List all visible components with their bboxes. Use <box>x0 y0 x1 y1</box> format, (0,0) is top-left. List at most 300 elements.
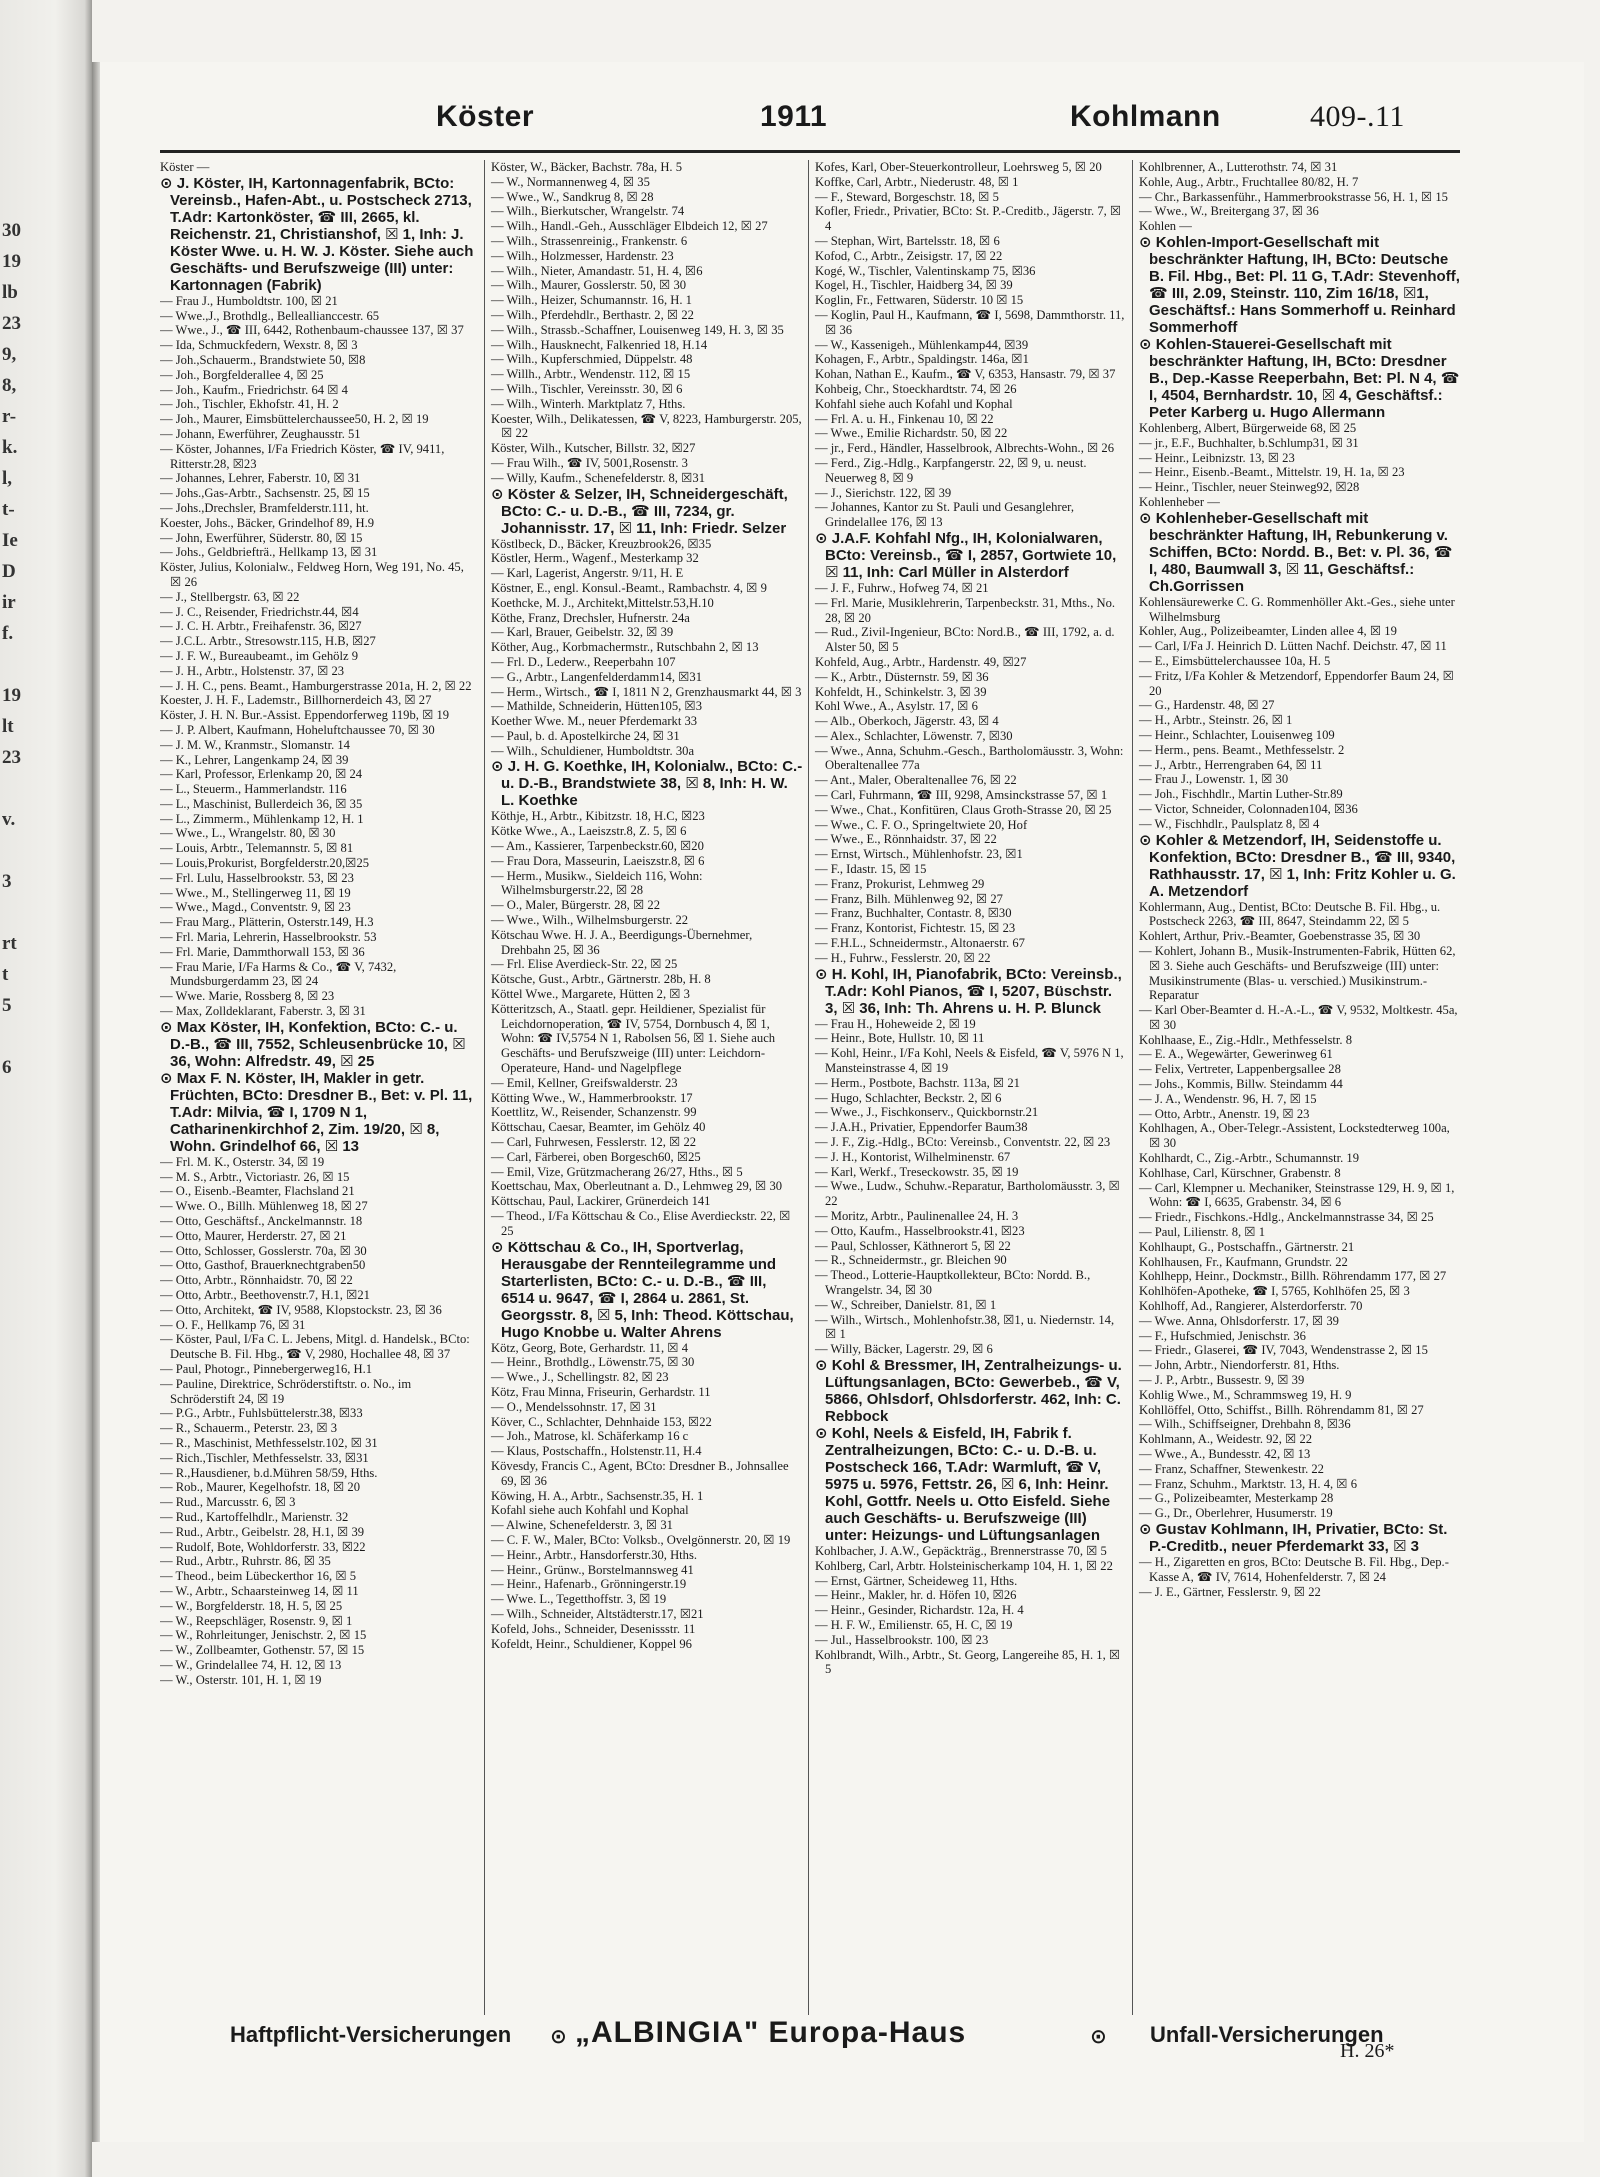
directory-entry: — O., Eisenb.-Beamter, Flachsland 21 <box>160 1184 355 1199</box>
directory-entry: — Willy, Kaufm., Schenefelderstr. 8, ☒31 <box>491 470 705 485</box>
directory-entry: — Wwe., J., ☎ III, 6442, Rothenbaum-chaussee 137, ☒ 37 <box>160 323 464 338</box>
directory-entry: — Alwine, Schenefelderstr. 3, ☒ 31 <box>491 1518 673 1533</box>
directory-entry: — Karl, Werkf., Treseckowstr. 35, ☒ 19 <box>815 1164 1019 1179</box>
header-last-entry: Kohlmann <box>1070 100 1221 133</box>
directory-entry: — Wwe., E., Rönnhaidstr. 37, ☒ 22 <box>815 832 997 847</box>
directory-entry: — H., Arbtr., Steinstr. 26, ☒ 1 <box>1139 713 1293 728</box>
directory-entry: — Wwe. O., Billh. Mühlenweg 18, ☒ 27 <box>160 1199 368 1214</box>
directory-entry: — C. F. W., Maler, BCto: Volksb., Ovelgönnerstr. 20, ☒ 19 <box>491 1532 791 1547</box>
directory-entry: Kohllöffel, Otto, Schiffst., Billh. Röhrendamm 81, ☒ 27 <box>1139 1402 1424 1417</box>
directory-entry: — Wwe., Magd., Conventstr. 9, ☒ 23 <box>160 900 351 915</box>
directory-entry: — Otto, Architekt, ☎ IV, 9588, Klopstockstr. 23, ☒ 36 <box>160 1302 442 1317</box>
directory-entry: — Wwe., C. F. O., Springeltwiete 20, Hof <box>815 817 1028 832</box>
directory-entry: Kohlhausen, Fr., Kaufmann, Grundstr. 22 <box>1139 1254 1348 1269</box>
directory-entry: — Chr., Barkassenführ., Hammerbrookstrasse 56, H. 1, ☒ 15 <box>1139 189 1448 204</box>
directory-entry: — Wwe., W., Breitergang 37, ☒ 36 <box>1139 204 1319 219</box>
directory-entry: — J., Stellbergstr. 63, ☒ 22 <box>160 589 300 604</box>
directory-entry: — Stephan, Wirt, Bartelsstr. 18, ☒ 6 <box>815 233 1000 248</box>
directory-entry: — J. P., Arbtr., Bussestr. 9, ☒ 39 <box>1139 1373 1305 1388</box>
directory-entry: — Franz, Schuhm., Marktstr. 13, H. 4, ☒ 6 <box>1139 1476 1358 1491</box>
directory-entry: — Otto, Gasthof, Brauerknechtgraben50 <box>160 1258 366 1273</box>
directory-entry: — Franz, Prokurist, Lehmweg 29 <box>815 876 985 891</box>
directory-entry: — Heinr., Bote, Hullstr. 10, ☒ 11 <box>815 1031 985 1046</box>
directory-entry: — Wilh., Strassb.-Schaffner, Louisenweg 149, H. 3, ☒ 35 <box>491 322 784 337</box>
directory-entry: — E. A., Wegewärter, Gewerinweg 61 <box>1139 1047 1333 1062</box>
directory-entry: — W., Rohrleitunger, Jenischstr. 2, ☒ 15 <box>160 1628 367 1643</box>
directory-entry: — Wilh., Winterh. Marktplatz 7, Hths. <box>491 396 686 411</box>
directory-entry: Köthje, H., Arbtr., Kibitzstr. 18, H.C, ☒23 <box>491 809 705 824</box>
directory-entry: — Joh., Matrose, kl. Schäferkamp 16 c <box>491 1429 689 1444</box>
directory-entry: Kohler, Aug., Polizeibeamter, Linden allee 4, ☒ 19 <box>1139 624 1397 639</box>
directory-entry: — Louis,Prokurist, Borgfelderstr.20,☒25 <box>160 856 370 871</box>
directory-entry: ⊙ Köster & Selzer, IH, Schneidergeschäft, BCto: C.- u. D.-B., ☎ III, 7234, gr. Johannisstr. 17, ☒ 11, Inh: Friedr. Selzer <box>491 485 788 537</box>
directory-entry: — Emil, Vize, Grützmacherang 26/27, Hths., ☒ 5 <box>491 1164 743 1179</box>
directory-entry: Koester, Wilh., Delikatessen, ☎ V, 8223, Hamburgerstr. 205, ☒ 22 <box>491 411 802 441</box>
directory-entry: — Rud., Marcusstr. 6, ☒ 3 <box>160 1495 296 1510</box>
left-page-edge <box>0 0 92 2177</box>
directory-entry: — Wilh., Pferdehdlr., Berthastr. 2, ☒ 22 <box>491 307 694 322</box>
directory-entry: Kohlbacher, J. A.W., Gepäckträg., Brennerstrasse 70, ☒ 5 <box>815 1543 1107 1558</box>
directory-entry: — Wilh., Bierkutscher, Wrangelstr. 74 <box>491 204 685 219</box>
directory-entry: — Wwe., Wilh., Wilhelmsburgerstr. 22 <box>491 913 689 928</box>
directory-entry: — Otto, Kaufm., Hasselbrookstr.41, ☒23 <box>815 1223 1025 1238</box>
directory-entry: Koether Wwe. M., neuer Pferdemarkt 33 <box>491 714 698 729</box>
directory-entry: — Rud., Arbtr., Ruhrstr. 86, ☒ 35 <box>160 1554 331 1569</box>
directory-entry: — H. F. W., Emilienstr. 65, H. C, ☒ 19 <box>815 1617 1013 1632</box>
footer-bullet-icon: ⊙ <box>550 2026 567 2048</box>
directory-entry: — Rud., Kartoffelhdlr., Marienstr. 32 <box>160 1509 349 1524</box>
directory-entry: — Köster, Johannes, I/Fa Friedrich Köster, ☎ IV, 9411, Ritterstr.28, ☒23 <box>160 441 445 471</box>
directory-entry: — Paul, Photogr., Pinnebergerweg16, H.1 <box>160 1362 373 1376</box>
directory-entry: — Wwe., Anna, Schuhm.-Gesch., Bartholomäusstr. 3, Wohn: Oberaltenallee 77a <box>815 743 1124 773</box>
directory-entry: — Rudolf, Bote, Wohldorferstr. 33, ☒22 <box>160 1539 366 1554</box>
directory-entry: — H., Zigaretten en gros, BCto: Deutsche B. Fil. Hbg., Dep.-Kasse A, ☎ IV, 7614, Hohenfelderstr. 7, ☒ 24 <box>1139 1554 1449 1584</box>
directory-entry: — G., Hardenstr. 48, ☒ 27 <box>1139 698 1275 713</box>
directory-entry: — Rob., Maurer, Kegelhofstr. 18, ☒ 20 <box>160 1480 361 1495</box>
directory-entry: — Joh., Maurer, Eimsbüttelerchaussee50, H. 2, ☒ 19 <box>160 412 429 427</box>
directory-entry: — Karl, Brauer, Geibelstr. 32, ☒ 39 <box>491 625 674 640</box>
directory-entry: — Frau Dora, Masseurin, Laeiszstr.8, ☒ 6 <box>491 853 705 868</box>
directory-entry: — M. S., Arbtr., Victoriastr. 26, ☒ 15 <box>160 1169 350 1184</box>
directory-entry: — J. H., Kontorist, Wilhelminenstr. 67 <box>815 1149 1011 1164</box>
directory-entry: — Joh.,Schauerm., Brandstwiete 50, ☒8 <box>160 352 366 367</box>
page-header <box>90 100 1470 140</box>
directory-entry: — Koglin, Paul H., Kaufmann, ☎ I, 5698, Dammthorstr. 11, ☒ 36 <box>815 307 1125 337</box>
directory-entry: Köther, Aug., Korbmachermstr., Rutschbahn 2, ☒ 13 <box>491 640 759 655</box>
directory-entry: — Willh., Arbtr., Wendenstr. 112, ☒ 15 <box>491 367 691 382</box>
directory-entry: — Wilh., Nieter, Amandastr. 51, H. 4, ☒6 <box>491 263 703 278</box>
directory-entry: — Herm., pens. Beamt., Methfesselstr. 2 <box>1139 742 1345 757</box>
directory-entry: — J. P. Albert, Kaufmann, Hoheluftchaussee 70, ☒ 30 <box>160 722 435 737</box>
directory-entry: — W., Grindelallee 74, H. 12, ☒ 13 <box>160 1657 342 1672</box>
directory-entry: — W., Zollbeamter, Gothenstr. 57, ☒ 15 <box>160 1643 365 1658</box>
directory-entry: — Wilh., Schneider, Altstädterstr.17, ☒21 <box>491 1606 704 1621</box>
directory-entry: — Franz, Bilh. Mühlenweg 92, ☒ 27 <box>815 891 1003 906</box>
directory-entry: Kötz, Georg, Bote, Gerhardstr. 11, ☒ 4 <box>491 1340 689 1355</box>
directory-entry: — Herm., Postbote, Bachstr. 113a, ☒ 21 <box>815 1075 1020 1090</box>
directory-entry: — Carl, Fuhrwesen, Fesslerstr. 12, ☒ 22 <box>491 1135 697 1150</box>
directory-entry: — Theod., I/Fa Köttschau & Co., Elise Averdieckstr. 22, ☒ 25 <box>491 1209 791 1238</box>
directory-entry: — W., Normannenweg 4, ☒ 35 <box>491 174 650 189</box>
directory-entry: ⊙ Köttschau & Co., IH, Sportverlag, Herausgabe der Rennteilegramme und Starterlisten, BCto: C.- u. D.-B., ☎ III, 6514 u. 9647, ☎ I, 2864 u. 2861, St. Georgsstr. 8, ☒ 5, Inh: Theod. Köttschau, Hugo Knobbe u. Walter Ahrens <box>491 1238 794 1341</box>
directory-entry: — Carl, Klempner u. Mechaniker, Steinstrasse 129, H. 9, ☒ 1, Wohn: ☎ I, 6635, Grabenstr. 34, ☒ 6 <box>1139 1180 1455 1210</box>
directory-entry: Kövesdy, Francis C., Agent, BCto: Dresdner B., Johnsallee 69, ☒ 36 <box>491 1458 789 1488</box>
directory-entry: Köthe, Franz, Drechsler, Hufnerstr. 24a <box>491 610 690 625</box>
directory-entry: ⊙ Kohl & Bressmer, IH, Zentralheizungs- u. Lüftungsanlagen, BCto: Gewerbeb., ☎ V, 5866, Ohlsdorf, Ohlsdorferstr. 462, Inh: C. Rebbock <box>815 1356 1122 1425</box>
footer-accident-insurance: Unfall-Versicherungen <box>1150 2022 1384 2047</box>
directory-entry: Koettlitz, W., Reisender, Schanzenstr. 99 <box>491 1105 697 1120</box>
directory-entry: Kofeldt, Heinr., Schuldiener, Koppel 96 <box>491 1636 692 1651</box>
directory-entry: — Joh., Tischler, Ekhofstr. 41, H. 2 <box>160 397 339 412</box>
directory-entry: — Wwe., W., Sandkrug 8, ☒ 28 <box>491 189 654 204</box>
directory-entry: — Heinr., Makler, hr. d. Höfen 10, ☒26 <box>815 1588 1017 1603</box>
directory-entry: — Heinr., Schlachter, Louisenweg 109 <box>1139 727 1335 742</box>
directory-entry: Kohfahl siehe auch Kofahl und Kophal <box>815 396 1013 411</box>
directory-entry: — F., Hufschmied, Jenischstr. 36 <box>1139 1328 1306 1343</box>
directory-entry: — R., Schauerm., Peterstr. 23, ☒ 3 <box>160 1421 338 1436</box>
directory-entry: — K., Arbtr., Düsternstr. 59, ☒ 36 <box>815 669 989 684</box>
directory-entry: — Alex., Schlachter, Löwenstr. 7, ☒30 <box>815 728 1013 743</box>
directory-entry: Koethcke, M. J., Architekt,Mittelstr.53,H.10 <box>491 595 714 610</box>
directory-entry: Kofod, C., Arbtr., Zeisigstr. 17, ☒ 22 <box>815 248 1003 263</box>
header-page-number: 409-.11 <box>1310 100 1405 133</box>
directory-entry: — jr., E.F., Buchhalter, b.Schlump31, ☒ 31 <box>1139 435 1359 450</box>
directory-entry: — Wilh., Schiffseigner, Drehbahn 8, ☒36 <box>1139 1417 1351 1432</box>
directory-entry: Kohlen — <box>1139 219 1192 234</box>
directory-entry: — Friedr., Fischkons.-Hdlg., Anckelmannstrasse 34, ☒ 25 <box>1139 1210 1434 1225</box>
directory-entry: — Wilh., Holzmesser, Hardenstr. 23 <box>491 248 674 263</box>
directory-entry: Koglin, Fr., Fettwaren, Süderstr. 10 ☒ 15 <box>815 293 1024 308</box>
directory-entry: — O. F., Hellkamp 76, ☒ 31 <box>160 1317 306 1332</box>
directory-entry: Köttel Wwe., Margarete, Hütten 2, ☒ 3 <box>491 987 690 1002</box>
directory-columns <box>160 160 1460 2020</box>
directory-entry: Kohlmann, A., Weidestr. 92, ☒ 22 <box>1139 1432 1313 1447</box>
directory-entry: — Frl. Marie, Dammthorwall 153, ☒ 36 <box>160 944 365 959</box>
directory-entry: — Frl. Lulu, Hasselbrookstr. 53, ☒ 23 <box>160 870 354 885</box>
directory-entry: Köttschau, Caesar, Beamter, im Gehölz 40 <box>491 1120 706 1135</box>
directory-entry: — J. C. H. Arbtr., Freihafenstr. 36, ☒27 <box>160 619 362 634</box>
directory-entry: Kofes, Karl, Ober-Steuerkontrolleur, Loehrsweg 5, ☒ 20 <box>815 160 1102 174</box>
directory-entry: — Rich.,Tischler, Methfesselstr. 33, ☒31 <box>160 1450 369 1465</box>
column-1 <box>160 160 476 2015</box>
directory-entry: — J.A.H., Privatier, Eppendorfer Baum38 <box>815 1120 1028 1135</box>
footer-bullet-icon: ⊙ <box>1090 2026 1107 2048</box>
directory-entry: — P.G., Arbtr., Fuhlsbüttelerstr.38, ☒33 <box>160 1406 363 1421</box>
page-code: H. 26* <box>1340 2040 1395 2062</box>
directory-entry: — W., Schreiber, Danielstr. 81, ☒ 1 <box>815 1297 997 1312</box>
directory-entry: Köster, Wilh., Kutscher, Billstr. 32, ☒27 <box>491 441 696 456</box>
directory-entry: Kohl Wwe., A., Asylstr. 17, ☒ 6 <box>815 699 978 714</box>
directory-entry: — J.C.L. Arbtr., Stresowstr.115, H.B, ☒27 <box>160 634 376 649</box>
directory-entry: — Wilh., Strassenreinig., Frankenstr. 6 <box>491 233 688 248</box>
column-4 <box>1132 160 1461 2015</box>
directory-entry: — Johs., Geldbriefträ., Hellkamp 13, ☒ 31 <box>160 545 378 560</box>
directory-entry: — E., Eimsbüttelerchaussee 10a, H. 5 <box>1139 653 1331 668</box>
directory-entry: — Kohlert, Johann B., Musik-Instrumenten-Fabrik, Hütten 62, ☒ 3. Siehe auch Geschäfts- und Berufszweige (III) unter: Musikinstrumente (Blas- u. verschied.) Musikinstrum.-Reparatur <box>1139 943 1456 1003</box>
directory-entry: — Willy, Bäcker, Lagerstr. 29, ☒ 6 <box>815 1342 993 1357</box>
directory-entry: — Wwe.,J., Brothdlg., Belleallianccestr. 65 <box>160 308 380 323</box>
directory-entry: ⊙ Kohlen-Import-Gesellschaft mit beschränkter Haftung, IH, BCto: Deutsche B. Fil. Hbg., Bet: Pl. 11 G, T.Adr: Stevenhoff, ☎ III, 2.09, Steinstr. 110, Zim 16/18, ☒1, Geschäftsf.: Hans Sommerhoff u. Reinhard Sommerhoff <box>1139 233 1460 336</box>
directory-entry: — Wwe., Emilie Richardstr. 50, ☒ 22 <box>815 426 1008 441</box>
directory-entry: — Joh., Borgfelderallee 4, ☒ 25 <box>160 367 324 382</box>
directory-entry: — Frau Wilh., ☎ IV, 5001,Rosenstr. 3 <box>491 455 688 470</box>
directory-entry: ⊙ Gustav Kohlmann, IH, Privatier, BCto: St. P.-Creditb., neuer Pferdemarkt 33, ☒ 3 <box>1139 1520 1448 1555</box>
directory-entry: — J. A., Wendenstr. 96, H. 7, ☒ 15 <box>1139 1091 1317 1106</box>
directory-entry: — W., Arbtr., Schaarsteinweg 14, ☒ 11 <box>160 1583 359 1598</box>
directory-entry: — Köster, Paul, I/Fa C. L. Jebens, Mitgl. d. Handelsk., BCto: Deutsche B. Fil. Hbg., ☎ V, 2980, Hochallee 48, ☒ 37 <box>160 1332 470 1362</box>
directory-entry: Kohlhase, Carl, Kürschner, Grabenstr. 8 <box>1139 1165 1341 1180</box>
directory-entry: — Otto, Arbtr., Beethovenstr.7, H.1, ☒21 <box>160 1288 370 1303</box>
directory-entry: Koester, J. H. F., Lademstr., Billhornerdeich 43, ☒ 27 <box>160 693 432 708</box>
directory-entry: — J., Sierichstr. 122, ☒ 39 <box>815 485 952 500</box>
directory-entry: — Wwe., A., Bundesstr. 42, ☒ 13 <box>1139 1447 1311 1461</box>
directory-entry: — Emil, Kellner, Greifswalderstr. 23 <box>491 1075 678 1090</box>
directory-entry: — Franz, Kontorist, Fichtestr. 15, ☒ 23 <box>815 921 1016 936</box>
directory-entry: Kohlbrenner, A., Lutterothstr. 74, ☒ 31 <box>1139 160 1338 174</box>
directory-entry: — J. C., Reisender, Friedrichstr.44, ☒4 <box>160 604 359 619</box>
directory-entry: — Paul, Schlosser, Käthnerort 5, ☒ 22 <box>815 1238 1011 1253</box>
directory-entry: — Heinr., Hafenarb., Grönningerstr.19 <box>491 1577 687 1592</box>
directory-entry: — Ernst, Wirtsch., Mühlenhofstr. 23, ☒1 <box>815 847 1023 862</box>
directory-entry: — Wilh., Heizer, Schumannstr. 16, H. 1 <box>491 293 692 308</box>
directory-entry: Kohbeig, Chr., Stoeckhardtstr. 74, ☒ 26 <box>815 381 1017 396</box>
directory-entry: — Frl. A. u. H., Finkenau 10, ☒ 22 <box>815 411 994 426</box>
directory-entry: — H., Fuhrw., Fesslerstr. 20, ☒ 22 <box>815 950 991 965</box>
directory-entry: Kohagen, F., Arbtr., Spaldingstr. 146a, ☒1 <box>815 352 1029 367</box>
directory-entry: — John, Ewerführer, Süderstr. 80, ☒ 15 <box>160 530 363 545</box>
directory-entry: — Wwe., M., Stellingerweg 11, ☒ 19 <box>160 885 351 900</box>
directory-entry: ⊙ Kohlenheber-Gesellschaft mit beschränkter Haftung, IH, Rebunkerung v. Schiffen, BCto: Nordd. B., Bet: v. Pl. 36, ☎ I, 480, Baumwall 3, ☒ 11, Geschäftsf.: Ch.Gorrissen <box>1139 509 1453 595</box>
directory-entry: Köstler, Herm., Wagenf., Mesterkamp 32 <box>491 551 699 566</box>
directory-entry: — Wwe., L., Wrangelstr. 80, ☒ 30 <box>160 826 336 841</box>
directory-entry: — Johs.,Drechsler, Bramfelderstr.111, ht. <box>160 500 369 515</box>
directory-entry: Kofahl siehe auch Kohfahl und Kophal <box>491 1503 689 1518</box>
directory-entry: Kötschau Wwe. H. J. A., Beerdigungs-Übernehmer, Drehbahn 25, ☒ 36 <box>491 927 753 957</box>
directory-entry: ⊙ Max F. N. Köster, IH, Makler in getr. Früchten, BCto: Dresdner B., Bet: v. Pl. 11, T.Adr: Milvia, ☎ I, 1709 N 1, Catharinenkirchhof 2, Zim. 19/20, ☒ 8, Wohn. Grindelhof 66, ☒ 13 <box>160 1069 473 1155</box>
directory-entry: Kohlhöfen-Apotheke, ☎ I, 5765, Kohlhöfen 25, ☒ 3 <box>1139 1284 1410 1299</box>
directory-entry: — W., Osterstr. 101, H. 1, ☒ 19 <box>160 1672 322 1687</box>
directory-entry: — R., Maschinist, Methfesselstr.102, ☒ 31 <box>160 1435 378 1450</box>
directory-entry: — R., Schneidermstr., gr. Bleichen 90 <box>815 1253 1007 1268</box>
directory-entry: Kogé, W., Tischler, Valentinskamp 75, ☒36 <box>815 263 1036 278</box>
directory-entry: — Herm., Wirtsch., ☎ I, 1811 N 2, Grenzhausmarkt 44, ☒ 3 <box>491 684 802 699</box>
directory-entry: — J. M. W., Kranmstr., Slomanstr. 14 <box>160 737 350 752</box>
directory-entry: — Otto, Maurer, Herderstr. 27, ☒ 21 <box>160 1228 347 1243</box>
directory-entry: Kohlhaupt, G., Postschaffn., Gärtnerstr. 21 <box>1139 1239 1355 1254</box>
directory-entry: Kohle, Aug., Arbtr., Fruchtallee 80/82, H. 7 <box>1139 174 1359 189</box>
directory-entry: — O., Maler, Bürgerstr. 28, ☒ 22 <box>491 898 661 913</box>
directory-entry: — R.,Hausdiener, b.d.Mühren 58/59, Hths. <box>160 1465 378 1480</box>
directory-entry: Kötke Wwe., A., Laeiszstr.8, Z. 5, ☒ 6 <box>491 824 687 839</box>
directory-entry: Kohlenheber — <box>1139 494 1220 509</box>
directory-entry: ⊙ H. Kohl, IH, Pianofabrik, BCto: Vereinsb., T.Adr: Kohl Pianos, ☎ I, 5207, Büschstr. 3, ☒ 36, Inh: Th. Ahrens u. H. P. Blunck <box>815 965 1122 1017</box>
directory-entry: — Theod., beim Lübeckerthor 16, ☒ 5 <box>160 1569 357 1584</box>
directory-entry: ⊙ J.A.F. Kohfahl Nfg., IH, Kolonialwaren, BCto: Vereinsb., ☎ I, 2857, Gortwiete 10, ☒ 11, Inh: Carl Müller in Alsterdorf <box>815 529 1117 581</box>
footer-liability-insurance: Haftpflicht-Versicherungen <box>230 2022 512 2047</box>
directory-entry: Kohan, Nathan E., Kaufm., ☎ V, 6353, Hansastr. 79, ☒ 37 <box>815 367 1116 382</box>
directory-entry: — Wwe. Anna, Ohlsdorferstr. 17, ☒ 39 <box>1139 1313 1339 1328</box>
directory-entry: — Carl, Fuhrmann, ☎ III, 9298, Amsinckstrasse 57, ☒ 1 <box>815 788 1108 803</box>
directory-entry: — Karl, Lagerist, Angerstr. 9/11, H. E <box>491 566 684 581</box>
directory-entry: ⊙ J. Köster, IH, Kartonnagenfabrik, BCto: Vereinsb., Hafen-Abt., u. Postscheck 2713, T.Adr: Kartonköster, ☎ III, 2665, kl. Reichenstr. 21, Christianshof, ☒ 1, Inh: J. Köster Wwe. u. H. W. J. Köster. Siehe auch Geschäfts- und Berufszweige (III) unter: Kartonnagen (Fabrik) <box>160 174 474 294</box>
directory-entry: — Ernst, Gärtner, Scheideweg 11, Hths. <box>815 1573 1018 1588</box>
directory-entry: Kötteritzsch, A., Staatl. gepr. Heildiener, Spezialist für Leichdornoperation, ☎ IV, 5754, Dornbusch 4, ☒ 1, Wohn: ☎ IV,5754 N 1, Rabolsen 56, ☒ 1. Siehe auch Geschäfts- und Berufszweige (III) unter: Leichdorn-Operateure, Hand- und Nagelpflege <box>491 1001 776 1076</box>
directory-entry: — W., Kassenigeh., Mühlenkamp44, ☒39 <box>815 337 1029 352</box>
directory-entry: ⊙ Max Köster, IH, Konfektion, BCto: C.- u. D.-B., ☎ III, 7552, Schleusenbrücke 10, ☒ 36, Wohn: Alfredstr. 49, ☒ 25 <box>160 1018 466 1070</box>
directory-entry: — Otto, Geschäftsf., Anckelmannstr. 18 <box>160 1214 363 1229</box>
directory-entry: — G., Polizeibeamter, Mesterkamp 28 <box>1139 1491 1334 1506</box>
directory-entry: — Rud., Arbtr., Geibelstr. 28, H.1, ☒ 39 <box>160 1524 365 1539</box>
directory-entry: Köster, J. H. N. Bur.-Assist. Eppendorferweg 119b, ☒ 19 <box>160 708 450 723</box>
directory-entry: — O., Mendelssohnstr. 17, ☒ 31 <box>491 1399 657 1414</box>
directory-entry: — F., Idastr. 15, ☒ 15 <box>815 862 927 877</box>
directory-entry: — Wwe., Chat., Konfitüren, Claus Groth-Strasse 20, ☒ 25 <box>815 802 1112 817</box>
directory-entry: — Wwe., J., Schellingstr. 82, ☒ 23 <box>491 1370 669 1385</box>
directory-entry: — Alb., Oberkoch, Jägerstr. 43, ☒ 4 <box>815 714 999 729</box>
directory-entry: — Carl, I/Fa J. Heinrich D. Lütten Nachf. Deichstr. 47, ☒ 11 <box>1139 639 1447 654</box>
directory-entry: — Wilh., Tischler, Vereinsstr. 30, ☒ 6 <box>491 381 683 396</box>
directory-entry: Kohlig Wwe., M., Schrammsweg 19, H. 9 <box>1139 1387 1352 1402</box>
directory-entry: — Johannes, Kantor zu St. Pauli und Gesanglehrer, Grindelallee 176, ☒ 13 <box>815 500 1075 530</box>
directory-entry: — Wwe., Ludw., Schuhw.-Reparatur, Bartholomäusstr. 3, ☒ 22 <box>815 1179 1120 1209</box>
directory-entry: — Wwe. Marie, Rossberg 8, ☒ 23 <box>160 989 335 1004</box>
directory-entry: — Heinr., Tischler, neuer Steinweg92, ☒28 <box>1139 480 1360 495</box>
directory-entry: — Theod., Lotterie-Hauptkollekteur, BCto: Nordd. B., Wrangelstr. 34, ☒ 30 <box>815 1268 1091 1297</box>
directory-entry: — Frau H., Hoheweide 2, ☒ 19 <box>815 1016 976 1031</box>
directory-entry: Kofler, Friedr., Privatier, BCto: St. P.-Creditb., Jägerstr. 7, ☒ 4 <box>815 204 1122 234</box>
directory-entry: — Frau Marie, I/Fa Harms & Co., ☎ V, 7432, Mundsburgerdamm 23, ☒ 24 <box>160 959 397 989</box>
directory-entry: — Joh., Fischhdlr., Martin Luther-Str.89 <box>1139 787 1343 802</box>
directory-entry: — J. H. C., pens. Beamt., Hamburgerstrasse 201a, H. 2, ☒ 22 <box>160 678 472 693</box>
directory-entry: — Wwe., J., Fischkonserv., Quickbornstr.21 <box>815 1105 1039 1120</box>
directory-entry: Kohlhardt, C., Zig.-Arbtr., Schumannstr. 19 <box>1139 1151 1360 1166</box>
directory-entry: Köstner, E., engl. Konsul.-Beamt., Rambachstr. 4, ☒ 9 <box>491 580 767 595</box>
directory-entry: — Heinr., Gesinder, Richardstr. 12a, H. 4 <box>815 1603 1024 1618</box>
column-2 <box>484 160 803 2015</box>
directory-entry: — Carl, Färberei, oben Borgesch60, ☒25 <box>491 1149 701 1164</box>
directory-entry: — Frl. Maria, Lehrerin, Hasselbrookstr. 53 <box>160 930 377 945</box>
directory-entry: — J., Arbtr., Herrengraben 64, ☒ 11 <box>1139 757 1323 772</box>
directory-entry: — Johs., Kommis, Billw. Steindamm 44 <box>1139 1077 1343 1092</box>
directory-entry: — J. H., Arbtr., Holstenstr. 37, ☒ 23 <box>160 663 345 678</box>
directory-entry: — J. F., Zig.-Hdlg., BCto: Vereinsb., Conventstr. 22, ☒ 23 <box>815 1135 1111 1150</box>
header-year: 1911 <box>760 100 828 133</box>
directory-entry: — Johannes, Lehrer, Faberstr. 10, ☒ 31 <box>160 471 361 486</box>
directory-entry: — W., Borgfelderstr. 18, H. 5, ☒ 25 <box>160 1598 343 1613</box>
directory-entry: Kohlbrandt, Wilh., Arbtr., St. Georg, Langereihe 85, H. 1, ☒ 5 <box>815 1647 1121 1677</box>
directory-entry: — Karl Ober-Beamter d. H.-A.-L., ☎ V, 9532, Moltkestr. 45a, ☒ 30 <box>1139 1003 1458 1032</box>
directory-entry: Koester, Johs., Bäcker, Grindelhof 89, H.9 <box>160 515 375 530</box>
directory-entry: — Frau J., Lowenstr. 1, ☒ 30 <box>1139 772 1289 787</box>
directory-entry: Kohlermann, Aug., Dentist, BCto: Deutsche B. Fil. Hbg., u. Postscheck 2263, ☎ III, 8647, Steindamm 22, ☒ 5 <box>1139 899 1441 929</box>
directory-entry: — Johs.,Gas-Arbtr., Sachsenstr. 25, ☒ 15 <box>160 486 370 501</box>
directory-entry: — Max, Zolldeklarant, Faberstr. 3, ☒ 31 <box>160 1004 366 1019</box>
directory-entry: — G., Dr., Oberlehrer, Husumerstr. 19 <box>1139 1506 1333 1521</box>
directory-entry: — Jul., Hasselbrookstr. 100, ☒ 23 <box>815 1632 989 1647</box>
directory-entry: — Wwe. L., Tegetthoffstr. 3, ☒ 19 <box>491 1592 667 1607</box>
directory-entry: — Otto, Arbtr., Rönnhaidstr. 70, ☒ 22 <box>160 1273 353 1288</box>
column-3 <box>808 160 1127 2015</box>
directory-entry: — Heinr., Arbtr., Hansdorferstr.30, Hths. <box>491 1547 698 1562</box>
directory-entry: Köver, C., Schlachter, Dehnhaide 153, ☒22 <box>491 1414 712 1429</box>
directory-entry: — Wilh., Wirtsch., Mohlenhofstr.38, ☒1, u. Niedernstr. 14, ☒ 1 <box>815 1312 1115 1342</box>
directory-entry: — Paul, Lilienstr. 8, ☒ 1 <box>1139 1225 1266 1240</box>
directory-entry: Kohlhagen, A., Ober-Telegr.-Assistent, Lockstedterweg 100a, ☒ 30 <box>1139 1121 1450 1151</box>
directory-entry: — Heinr., Grünw., Borstelmannsweg 41 <box>491 1562 694 1577</box>
directory-entry: — L., Maschinist, Bullerdeich 36, ☒ 35 <box>160 796 363 811</box>
directory-entry: — J. F. W., Bureaubeamt., im Gehölz 9 <box>160 648 359 663</box>
directory-entry: — J. F., Fuhrw., Hofweg 74, ☒ 21 <box>815 580 989 595</box>
directory-entry: — Heinr., Eisenb.-Beamt., Mittelstr. 19, H. 1a, ☒ 23 <box>1139 465 1405 480</box>
directory-entry: — Herm., Musikw., Sieldeich 116, Wohn: Wilhelmsburgerstr.22, ☒ 28 <box>491 868 703 898</box>
directory-entry: — F.H.L., Schneidermstr., Altonaerstr. 67 <box>815 936 1025 951</box>
directory-entry: — Heinr., Leibnizstr. 13, ☒ 23 <box>1139 450 1295 465</box>
directory-entry: — Pauline, Direktrice, Schröderstiftstr. o. No., im Schröderstift 24, ☒ 19 <box>160 1376 412 1406</box>
directory-entry: Köttschau, Paul, Lackirer, Grünerdeich 141 <box>491 1194 711 1209</box>
directory-entry: — Otto, Schlosser, Gosslerstr. 70a, ☒ 30 <box>160 1243 367 1258</box>
directory-entry: — Hugo, Schlachter, Beckstr. 2, ☒ 6 <box>815 1090 1002 1105</box>
directory-entry: — Heinr., Brothdlg., Löwenstr.75, ☒ 30 <box>491 1355 695 1370</box>
directory-entry: — Ida, Schmuckfedern, Wexstr. 8, ☒ 3 <box>160 338 358 353</box>
directory-entry: — Johann, Ewerführer, Zeughausstr. 51 <box>160 426 361 441</box>
directory-entry: — L., Steuerm., Hammerlandstr. 116 <box>160 782 347 797</box>
directory-entry: Kohlenberg, Albert, Bürgerweide 68, ☒ 25 <box>1139 420 1357 435</box>
directory-entry: Kötsche, Gust., Arbtr., Gärtnerstr. 28b, H. 8 <box>491 972 711 987</box>
directory-entry: — Frau Marg., Plätterin, Osterstr.149, H.3 <box>160 915 374 930</box>
directory-entry: — J. E., Gärtner, Fesslerstr. 9, ☒ 22 <box>1139 1584 1321 1599</box>
directory-entry: — Ferd., Zig.-Hdlg., Karpfangerstr. 22, ☒ 9, u. neust. Neuerweg 8, ☒ 9 <box>815 455 1087 485</box>
directory-entry: Kötting Wwe., W., Hammerbrookstr. 17 <box>491 1090 693 1105</box>
page-gutter <box>92 62 100 2142</box>
directory-entry: ⊙ Kohl, Neels & Eisfeld, IH, Fabrik f. Zentralheizungen, BCto: C.- u. D.-B. u. Postscheck 166, T.Adr: Warmluft, ☎ V, 5975 u. 5976, Fettstr. 26, ☒ 6, Inh: Heinr. Kohl, Gottfr. Neels u. Otto Eisfeld. Siehe auch Geschäfts- u. Berufszweige (III) unter: Heizungs- und Lüftungsanlagen <box>815 1424 1111 1544</box>
directory-entry: — jr., Ferd., Händler, Hasselbrook, Albrechts-Wohn., ☒ 26 <box>815 441 1115 456</box>
page-footer-ad <box>230 2016 1490 2062</box>
directory-entry: — Am., Kassierer, Tarpenbeckstr.60, ☒20 <box>491 839 704 854</box>
directory-entry: Köstlbeck, D., Bäcker, Kreuzbrook26, ☒35 <box>491 536 712 551</box>
directory-entry: Kötz, Frau Minna, Friseurin, Gerhardstr. 11 <box>491 1384 711 1399</box>
directory-entry: Kofeld, Johs., Schneider, Desenissstr. 11 <box>491 1621 696 1636</box>
directory-entry: — K., Lehrer, Langenkamp 24, ☒ 39 <box>160 752 349 767</box>
directory-entry: — Karl, Professor, Erlenkamp 20, ☒ 24 <box>160 767 363 782</box>
directory-entry: Kohlert, Arthur, Priv.-Beamter, Goebenstrasse 35, ☒ 30 <box>1139 929 1421 944</box>
directory-entry: Kohlberg, Carl, Arbtr. Holsteinischerkamp 104, H. 1, ☒ 22 <box>815 1558 1113 1573</box>
directory-entry: — Moritz, Arbtr., Paulinenallee 24, H. 3 <box>815 1209 1019 1223</box>
directory-entry: Kohfeldt, H., Schinkelstr. 3, ☒ 39 <box>815 684 987 699</box>
directory-entry: — W., Fischhdlr., Paulsplatz 8, ☒ 4 <box>1139 816 1320 831</box>
directory-entry: — Kohl, Heinr., I/Fa Kohl, Neels & Eisfeld, ☎ V, 5976 N 1, Mansteinstrasse 4, ☒ 19 <box>815 1046 1124 1076</box>
directory-entry: — Felix, Vertreter, Lappenbergsallee 28 <box>1139 1062 1341 1077</box>
directory-entry: Köster — <box>160 160 210 174</box>
directory-entry: — Frl. M. K., Osterstr. 34, ☒ 19 <box>160 1154 325 1169</box>
directory-entry: — Frau J., Humboldtstr. 100, ☒ 21 <box>160 293 338 308</box>
directory-entry: Kohlhaase, E., Zig.-Hdlr., Methfesselstr. 8 <box>1139 1032 1353 1047</box>
directory-entry: — Wilh., Maurer, Gosslerstr. 50, ☒ 30 <box>491 278 687 293</box>
directory-entry: — Paul, b. d. Apostelkirche 24, ☒ 31 <box>491 728 680 743</box>
directory-entry: — Wilh., Hausknecht, Falkenried 18, H.14 <box>491 337 708 352</box>
footer-albingia: „ALBINGIA" Europa-Haus <box>575 2016 967 2049</box>
directory-entry: — Victor, Schneider, Colonnaden104, ☒36 <box>1139 801 1358 816</box>
directory-entry: — Louis, Arbtr., Telemannstr. 5, ☒ 81 <box>160 841 354 856</box>
directory-entry: Koettschau, Max, Oberleutnant a. D., Lehmweg 29, ☒ 30 <box>491 1179 783 1194</box>
directory-entry: Kohlensäurewerke C. G. Rommenhöller Akt.-Ges., siehe unter Wilhelmsburg <box>1139 594 1455 624</box>
directory-entry: — Franz, Buchhalter, Contastr. 8, ☒30 <box>815 906 1012 921</box>
header-rule <box>160 150 1460 153</box>
directory-entry: — Klaus, Postschaffn., Holstenstr.11, H.4 <box>491 1444 702 1459</box>
directory-entry: — Fritz, I/Fa Kohler & Metzendorf, Eppendorfer Baum 24, ☒ 20 <box>1139 668 1454 698</box>
directory-entry: ⊙ Kohlen-Stauerei-Gesellschaft mit beschränkter Haftung, IH, BCto: Dresdner B., Dep.-Kasse Reeperbahn, Bet: Pl. N 4, ☎ I, 4504, Bernhardstr. 10, ☒ 4, Geschäftsf.: Peter Karberg u. Hugo Allermann <box>1139 335 1460 421</box>
directory-entry: Köster, Julius, Kolonialw., Feldweg Horn, Weg 191, No. 45, ☒ 26 <box>160 560 464 589</box>
header-first-entry: Köster <box>436 100 535 133</box>
